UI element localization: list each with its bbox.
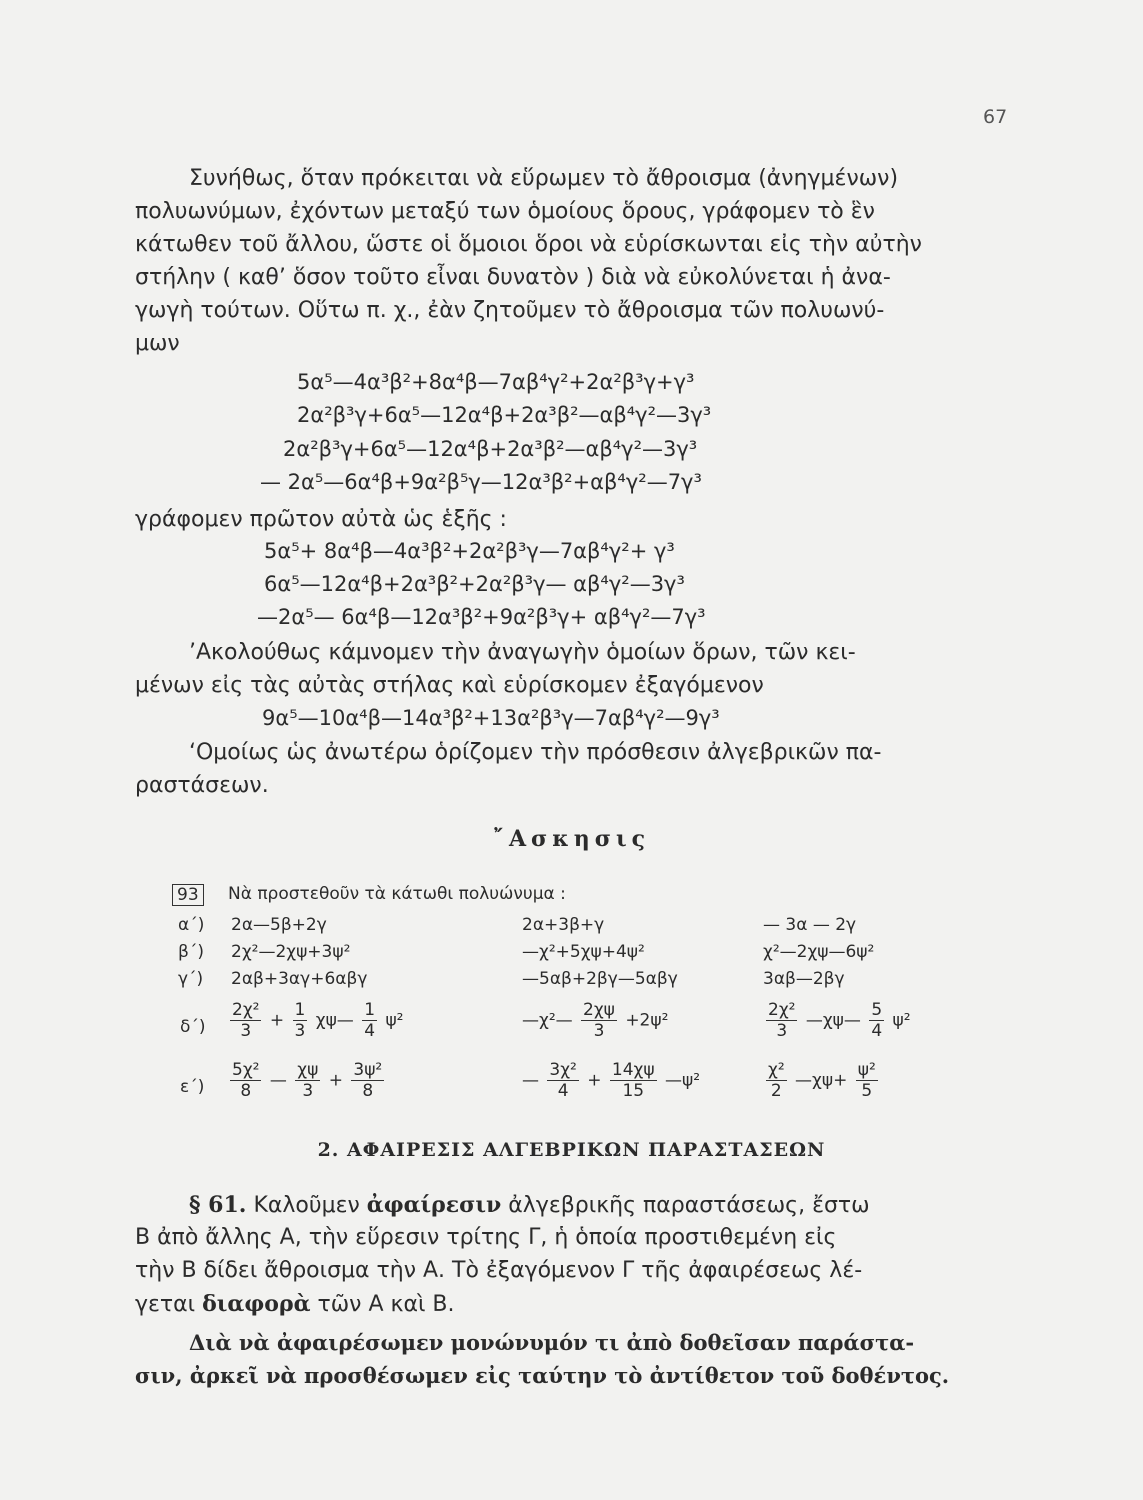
fraction: $\frac{\chi\psi}{3}$	[297, 1060, 319, 1101]
polynomial: — 2α⁵—6α⁴β+9α²β⁵γ—12α³β²+αβ⁴γ²—7γ³	[260, 470, 702, 494]
exercise-cell: $\frac{\text{5χ²}}{8}$ — $\frac{\chi\psi}{3}$ + $\frac{\text{3ψ²}}{8}$	[232, 1060, 383, 1101]
row-label: ε΄)	[180, 1077, 205, 1097]
row-label: γ΄)	[178, 969, 204, 989]
exercise-cell: $\frac{\text{χ²}}{2}$ —χψ+ $\frac{\text{ψ²}}{5}$	[768, 1060, 876, 1101]
text-line: κάτωθεν τοῦ ἄλλου, ὥστε οἱ ὅμοιοι ὅροι νὰ εὑρίσκωνται εἰς τὴν αὐτὴν	[135, 232, 922, 257]
text-line: ραστάσεων.	[135, 773, 269, 798]
exercise-cell: —χ²+5χψ+4ψ²	[522, 942, 645, 962]
polynomial: 6α⁵—12α⁴β+2α³β²+2α²β³γ— αβ⁴γ²—3γ³	[264, 572, 685, 596]
section-number: § 61.	[189, 1192, 247, 1218]
fraction: $\frac{\text{5χ²}}{8}$	[232, 1060, 260, 1101]
fraction: $\frac{\text{2χ²}}{3}$	[768, 1000, 796, 1041]
row-label: β΄)	[178, 942, 204, 962]
exercise-cell: 2α+3β+γ	[522, 915, 605, 935]
polynomial: 2α²β³γ+6α⁵—12α⁴β+2α³β²—αβ⁴γ²—3γ³	[297, 403, 712, 427]
text-line: μένων εἰς τὰς αὐτὰς στήλας καὶ εὑρίσκομεν ἐξαγόμενον	[135, 673, 764, 698]
text-line: Β ἀπὸ ἄλλης Α, τὴν εὕρεσιν τρίτης Γ, ἡ ὁποία προστιθεμένη εἰς	[135, 1225, 837, 1250]
row-label: α΄)	[178, 915, 205, 935]
fraction: $\frac{14\chi\psi}{15}$	[611, 1060, 655, 1101]
exercise-cell: $\frac{\text{2χ²}}{3}$ —χψ— $\frac{5}{4}$ ψ²	[768, 1000, 911, 1041]
polynomial: 5α⁵+ 8α⁴β—4α³β²+2α²β³γ—7αβ⁴γ²+ γ³	[264, 539, 675, 563]
exercise-heading: ῎Ασκησις	[492, 826, 651, 852]
exercise-number: 93	[172, 884, 204, 906]
exercise-cell: —5αβ+2βγ—5αβγ	[522, 969, 678, 989]
result-polynomial: 9α⁵—10α⁴β—14α³β²+13α²β³γ—7αβ⁴γ²—9γ³	[262, 706, 720, 730]
fraction: $\frac{1}{3}$	[294, 1000, 306, 1041]
exercise-cell: 3αβ—2βγ	[763, 969, 845, 989]
exercise-cell: $\frac{\text{2χ²}}{3}$ + $\frac{1}{3}$ χψ— $\frac{1}{4}$ ψ²	[232, 1000, 404, 1041]
term-bold: διαφορὰ	[202, 1291, 311, 1317]
text-line: ‘Ομοίως ὡς ἀνωτέρω ὁρίζομεν τὴν πρόσθεσιν ἀλγεβρικῶν πα-	[189, 740, 882, 765]
polynomial: 2α²β³γ+6α⁵—12α⁴β+2α³β²—αβ⁴γ²—3γ³	[283, 437, 698, 461]
fraction: $\frac{2\chi\psi}{3}$	[583, 1000, 615, 1041]
fraction: $\frac{\text{3ψ²}}{8}$	[353, 1060, 383, 1101]
rule-line: σιν, ἀρκεῖ νὰ προσθέσωμεν εἰς ταύτην τὸ ἀντίθετον τοῦ δοθέντος.	[135, 1363, 950, 1388]
text-line: γωγὴ τούτων. Οὕτω π. χ., ἐὰν ζητοῦμεν τὸ ἄθροισμα τῶν πολυωνύ-	[135, 298, 885, 323]
exercise-cell: 2αβ+3αγ+6αβγ	[231, 969, 368, 989]
fraction: $\frac{\text{2χ²}}{3}$	[232, 1000, 260, 1041]
exercise-cell: — 3α — 2γ	[763, 915, 857, 935]
fraction: $\frac{\text{χ²}}{2}$	[768, 1060, 785, 1101]
text-line: Συνήθως, ὅταν πρόκειται νὰ εὕρωμεν τὸ ἄθροισμα (ἀνηγμένων)	[189, 166, 899, 191]
text-line: πολυωνύμων, ἐχόντων μεταξύ των ὁμοίους ὅρους, γράφομεν τὸ ἓν	[135, 199, 875, 224]
exercise-cell: —χ²— $\frac{2\chi\psi}{3}$ +2ψ²	[522, 1000, 669, 1041]
text-line: στήλην ( καθ’ ὅσον τοῦτο εἶναι δυνατὸν ) διὰ νὰ εὐκολύνεται ἡ ἀνα-	[135, 265, 891, 290]
page-number: 67	[983, 106, 1008, 128]
exercise-cell: — $\frac{\text{3χ²}}{4}$ + $\frac{14\chi\psi}{15}$ —ψ²	[522, 1060, 701, 1101]
write-first-line: γράφομεν πρῶτον αὐτὰ ὡς ἑξῆς :	[135, 507, 507, 532]
text-line: μων	[135, 331, 180, 356]
exercise-instruction: Νὰ προστεθοῦν τὰ κάτωθι πολυώνυμα :	[228, 884, 566, 904]
fraction: $\frac{5}{4}$	[871, 1000, 883, 1041]
exercise-cell: 2χ²—2χψ+3ψ²	[231, 942, 351, 962]
fraction: $\frac{1}{4}$	[364, 1000, 376, 1041]
polynomial: —2α⁵— 6α⁴β—12α³β²+9α²β³γ+ αβ⁴γ²—7γ³	[257, 605, 706, 629]
fraction: $\frac{\text{ψ²}}{5}$	[857, 1060, 876, 1101]
fraction: $\frac{\text{3χ²}}{4}$	[549, 1060, 577, 1101]
exercise-cell: 2α—5β+2γ	[231, 915, 327, 935]
text-line: γεται διαφορὰ τῶν Α καὶ Β.	[135, 1291, 455, 1317]
text-line: § 61. Καλοῦμεν ἀφαίρεσιν ἀλγεβρικῆς παραστάσεως, ἔστω	[189, 1192, 870, 1218]
row-label: δ΄)	[180, 1017, 206, 1037]
section-title: 2. ΑΦΑΙΡΕΣΙΣ ΑΛΓΕΒΡΙΚΩΝ ΠΑΡΑΣΤΑΣΕΩΝ	[317, 1139, 826, 1161]
term-bold: ἀφαίρεσιν	[366, 1192, 502, 1218]
text-line: ’Ακολούθως κάμνομεν τὴν ἀναγωγὴν ὁμοίων ὅρων, τῶν κει-	[189, 640, 856, 665]
polynomial: 5α⁵—4α³β²+8α⁴β—7αβ⁴γ²+2α²β³γ+γ³	[297, 370, 695, 394]
rule-line: Διὰ νὰ ἀφαιρέσωμεν μονώνυμόν τι ἀπὸ δοθεῖσαν παράστα-	[189, 1330, 915, 1355]
text-line: τὴν Β δίδει ἄθροισμα τὴν Α. Τὸ ἐξαγόμενον Γ τῆς ἀφαιρέσεως λέ-	[135, 1258, 863, 1283]
exercise-cell: χ²—2χψ—6ψ²	[763, 942, 875, 962]
